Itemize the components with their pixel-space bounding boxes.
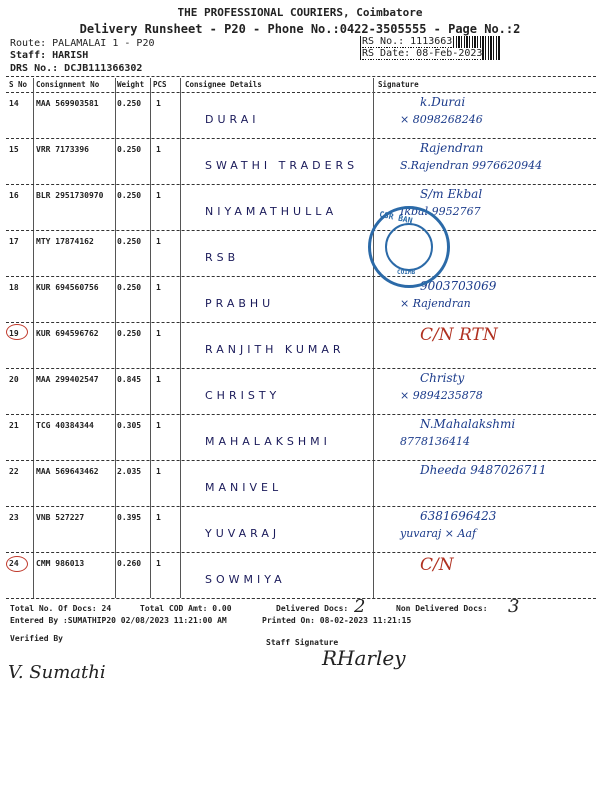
row-consignee: YUVARAJ xyxy=(205,527,281,540)
row-weight: 0.250 xyxy=(117,329,142,338)
verified-by-label: Verified By xyxy=(10,634,63,643)
row-consignee: NIYAMATHULLA xyxy=(205,205,338,218)
row-signature: C/N RTN xyxy=(420,325,498,345)
row-sno: 21 xyxy=(9,421,19,430)
row-consignment: MTY 17874162 xyxy=(36,237,94,246)
row-signature-2: S.Rajendran 9976620944 xyxy=(400,159,543,172)
row-consignment: VRR 7173396 xyxy=(36,145,89,154)
delivered-docs-value: 2 xyxy=(354,596,366,617)
company-stamp: CSR BAN COIMB xyxy=(368,206,450,288)
row-divider xyxy=(6,230,596,231)
row-consignment: KUR 694560756 xyxy=(36,283,99,292)
row-signature: C/N xyxy=(420,555,454,575)
row-consignment: CMM 986013 xyxy=(36,559,85,568)
row-consignee: RSB xyxy=(205,251,240,264)
row-sno: 22 xyxy=(9,467,19,476)
row-signature: 9003703069 xyxy=(420,279,497,293)
company-title: THE PROFESSIONAL COURIERS, Coimbatore xyxy=(177,6,423,19)
row-signature: 6381696423 xyxy=(420,509,497,523)
row-sno: 19 xyxy=(9,329,19,338)
row-pcs: 1 xyxy=(156,329,161,338)
col-signature: Signature xyxy=(378,80,419,89)
row-pcs: 1 xyxy=(156,191,161,200)
row-signature-2: × 8098268246 xyxy=(400,113,483,126)
row-pcs: 1 xyxy=(156,513,161,522)
row-weight: 0.250 xyxy=(117,99,142,108)
row-consignment: TCG 40384344 xyxy=(36,421,94,430)
row-consignment: MAA 569643462 xyxy=(36,467,99,476)
row-weight: 0.250 xyxy=(117,237,142,246)
verified-signature: V. Sumathi xyxy=(8,662,106,683)
row-pcs: 1 xyxy=(156,283,161,292)
entered-by: Entered By :SUMATHIP20 02/08/2023 11:21:00 AM xyxy=(10,616,227,625)
row-sno: 18 xyxy=(9,283,19,292)
row-sno: 16 xyxy=(9,191,19,200)
total-cod: Total COD Amt: 0.00 xyxy=(140,604,232,613)
row-pcs: 1 xyxy=(156,467,161,476)
non-delivered-value: 3 xyxy=(508,596,520,617)
mark-circle xyxy=(6,324,28,340)
row-consignee: RANJITH KUMAR xyxy=(205,343,345,356)
staff-label: Staff: HARISH xyxy=(10,50,89,61)
printed-on: Printed On: 08-02-2023 11:21:15 xyxy=(262,616,412,625)
col-consignment: Consignment No xyxy=(36,80,100,89)
row-pcs: 1 xyxy=(156,145,161,154)
row-weight: 2.035 xyxy=(117,467,142,476)
row-divider xyxy=(6,552,596,553)
row-divider xyxy=(6,138,596,139)
row-sno: 20 xyxy=(9,375,19,384)
non-delivered-label: Non Delivered Docs: xyxy=(396,604,488,613)
row-consignee: SWATHI TRADERS xyxy=(205,159,359,172)
staff-signature: RHarley xyxy=(322,646,406,670)
row-pcs: 1 xyxy=(156,99,161,108)
row-divider xyxy=(6,506,596,507)
row-sno: 15 xyxy=(9,145,19,154)
row-consignment: VNB 527227 xyxy=(36,513,85,522)
col-pcs: PCS xyxy=(153,80,167,89)
row-weight: 0.845 xyxy=(117,375,142,384)
row-pcs: 1 xyxy=(156,559,161,568)
row-signature: Christy xyxy=(420,371,465,385)
row-consignee: SOWMIYA xyxy=(205,573,286,586)
row-weight: 0.395 xyxy=(117,513,142,522)
row-weight: 0.305 xyxy=(117,421,142,430)
row-divider xyxy=(6,322,596,323)
row-signature-2: Ikbal 9952767 xyxy=(400,205,481,218)
row-sno: 17 xyxy=(9,237,19,246)
route-label: Route: PALAMALAI 1 - P20 xyxy=(10,38,155,49)
row-signature: k.Durai xyxy=(420,95,466,109)
staff-signature-label: Staff Signature xyxy=(266,638,339,647)
col-sno: S No xyxy=(9,80,28,89)
row-signature: N.Mahalakshmi xyxy=(420,417,516,431)
row-consignee: MANIVEL xyxy=(205,481,283,494)
row-weight: 0.250 xyxy=(117,191,142,200)
row-consignee: CHRISTY xyxy=(205,389,281,402)
row-signature-2: yuvaraj × Aaf xyxy=(400,527,477,540)
row-signature-2: × Rajendran xyxy=(400,297,471,310)
drs-label: DRS No.: DCJB111366302 xyxy=(10,63,143,74)
mark-circle xyxy=(6,556,28,572)
row-consignment: KUR 694596762 xyxy=(36,329,99,338)
row-weight: 0.250 xyxy=(117,283,142,292)
row-signature: Rajendran xyxy=(420,141,484,155)
row-consignment: MAA 299402547 xyxy=(36,375,99,384)
total-docs: Total No. Of Docs: 24 xyxy=(10,604,112,613)
row-weight: 0.260 xyxy=(117,559,142,568)
row-pcs: 1 xyxy=(156,237,161,246)
row-divider xyxy=(6,368,596,369)
row-consignee: PRABHU xyxy=(205,297,275,310)
row-signature-2: × 9894235878 xyxy=(400,389,483,402)
delivered-docs-label: Delivered Docs: xyxy=(276,604,349,613)
row-sno: 14 xyxy=(9,99,19,108)
row-weight: 0.250 xyxy=(117,145,142,154)
row-pcs: 1 xyxy=(156,375,161,384)
col-weight: Weight xyxy=(117,80,145,89)
row-signature-2: 8778136414 xyxy=(400,435,470,448)
row-sno: 24 xyxy=(9,559,19,568)
row-pcs: 1 xyxy=(156,421,161,430)
row-divider xyxy=(6,414,596,415)
rs-date: RS Date: 08-Feb-2023 xyxy=(362,48,483,59)
row-divider xyxy=(6,276,596,277)
row-divider xyxy=(6,460,596,461)
row-consignee: MAHALAKSHMI xyxy=(205,435,331,448)
row-consignment: BLR 2951730970 xyxy=(36,191,104,200)
row-divider xyxy=(6,184,596,185)
col-consignee: Consignee Details xyxy=(185,80,262,89)
row-consignment: MAA 569903581 xyxy=(36,99,99,108)
row-sno: 23 xyxy=(9,513,19,522)
row-signature: Dheeda 9487026711 xyxy=(420,463,547,477)
runsheet-subtitle: Delivery Runsheet - P20 - Phone No.:0422-3505555 - Page No.:2 xyxy=(79,22,521,36)
row-signature: S/m Ekbal xyxy=(420,187,483,201)
row-consignee: DURAI xyxy=(205,113,260,126)
rs-no: RS No.: 1113663 xyxy=(362,36,453,47)
